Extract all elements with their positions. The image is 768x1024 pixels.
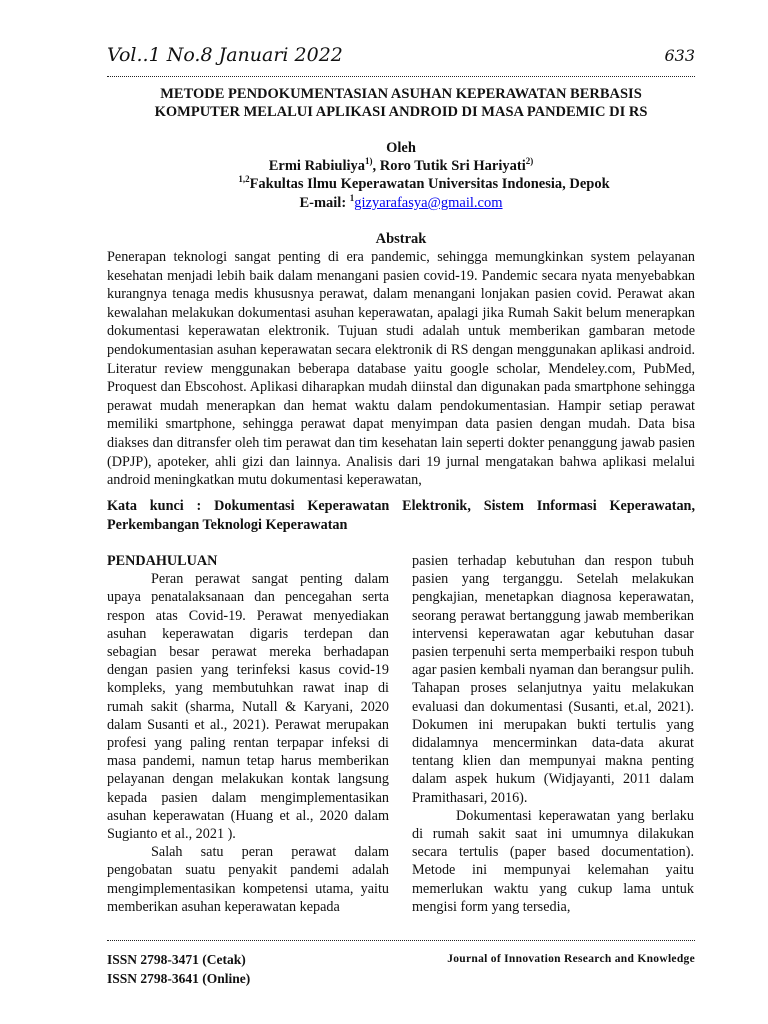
right-column xyxy=(412,552,694,916)
paragraph-left-2: Salah satu peran perawat dalam pengobatan suatu penyakit pandemi adalah mengimplementasikan kompetensi utama, yaitu memberikan asuhan keperawatan kepada xyxy=(107,844,389,915)
paragraph-left-1: Peran perawat sangat penting dalam upaya penatalaksanaan dan pencegahan serta respon atas Covid-19. Perawat menyediakan asuhan keperawatan digaris terdepan dan sebagian besar perawat mereka berhadapan dengan pasien yang terinfeksi kasus covid-19 kompleks, yang membutuhkan rawat inap di rumah sakit (sharma, Nutall & Karyani, 2020 dalam Susanti et al., 2021). Perawat merupakan profesi yang paling rentan terpapar infeksi di masa pandemi, namun tetap harus memberikan pelayanan dengan melakukan kontak langsung kepada pasien dalam mengimplementasikan asuhan keperawatan (Huang et al., 2020 dalam Sugianto et al., 2021 ). xyxy=(107,571,389,843)
author-1-sup: 1) xyxy=(365,156,373,167)
paragraph-right-1: pasien terhadap kebutuhan dan respon tubuh pasien yang terganggu. Setelah melakukan pengkajian, menetapkan diagnosa keperawatan, seorang perawat bertanggung jawab memberikan intervensi keperawatan agar kebutuhan dasar pasien terpenuhi serta memperbaiki respon tubuh agar pasien kembali nyaman dan berangsur pulih. Tahapan proses selanjutnya yaitu melakukan evaluasi dan dokumentasi (Susanti, et.al, 2021). Dokumen ini merupakan bukti tertulis yang didalamnya mencerminkan data-data akurat tentang klien dan mempunyai makna penting dalam aspek hukum (Widjayanti, 2011 dalam Pramithasari, 2016). xyxy=(412,553,694,806)
title-line-2: KOMPUTER MELALUI APLIKASI ANDROID DI MASA PANDEMIC DI RS xyxy=(154,104,648,120)
abstract-text: Penerapan teknologi sangat penting di era pandemic, sehingga memungkinkan system pelayanan kesehatan menjadi lebih baik dalam menangani pasien covid-19. Pandemic secara nyata menyebabkan kurangnya tenaga medis khususnya perawat, dalam menangani lonjakan pasien covid. Perawat akan kewalahan melakukan dokumentasi asuhan keperawatan, apalagi jika Rumah Sakit belum menerapkan dokumentasi keperawatan elektronik. Tujuan studi adalah untuk memberikan gambaran metode pendokumentasian asuhan keperawatan secara elektronik di RS dengan menggunakan aplikasi android. Literatur review menggunakan beberapa database yaitu google scholar, Mendeley.com, PubMed, Proquest dan Ebscohost. Aplikasi diharapkan mudah diinstal dan digunakan pada smartphone sehingga perawat mudah menerapkan dan hemat waktu dalam pendokumentasian. Hampir setiap perawat memiliki smartphone, sehingga perawat dapat menyimpan data pasien dengan mudah. Data bisa diakses dan ditransfer oleh tim perawat dan tim kesehatan lain seperti dokter penanggung jawab pasien (DPJP), apoteker, ahli gizi dan lainnya. Analisis dari 19 jurnal mengatakan bahwa aplikasi melalui android meningkatkan mutu dokumentasi keperawatan, xyxy=(107,249,695,489)
author-2-sup: 2) xyxy=(525,156,534,167)
footer xyxy=(107,950,695,988)
footer-divider xyxy=(107,940,695,941)
section-heading-pendahuluan: PENDAHULUAN xyxy=(107,553,218,569)
email-link[interactable]: gizyarafasya@gmail.com xyxy=(354,195,503,211)
issn-print: ISSN 2798-3471 (Cetak) xyxy=(107,952,246,967)
paragraph-right-2: Dokumentasi keperawatan yang berlaku di rumah sakit saat ini umumnya dilakukan secara tertulis (paper based documentation). Metode ini mempunyai kelemahan yaitu memerlukan waktu yang cukup lama untuk mengisi form yang tersedia, xyxy=(412,807,694,915)
journal-name: Journal of Innovation Research and Knowledge xyxy=(447,953,695,965)
page-number: 633 xyxy=(664,46,695,65)
left-column xyxy=(107,552,389,916)
affiliation-text: Fakultas Ilmu Keperawatan Universitas Indonesia, Depok xyxy=(249,176,610,192)
author-separator: , xyxy=(372,158,380,174)
email-sup: 1 xyxy=(349,193,355,204)
abstract-heading: Abstrak xyxy=(375,231,427,247)
paper-title xyxy=(107,85,695,121)
author-1: Ermi Rabiuliya xyxy=(268,158,366,174)
affiliation xyxy=(130,175,718,193)
header-divider xyxy=(107,76,695,77)
title-line-1: METODE PENDOKUMENTASIAN ASUHAN KEPERAWATAN BERBASIS xyxy=(160,86,642,102)
affiliation-sup: 1,2 xyxy=(238,174,250,185)
author-2: Roro Tutik Sri Hariyati xyxy=(379,158,526,174)
keywords: Kata kunci : Dokumentasi Keperawatan Elektronik, Sistem Informasi Keperawatan, Perkembangan Teknologi Keperawatan xyxy=(107,498,695,533)
byline-oleh: Oleh xyxy=(386,140,416,156)
journal-volume-header: Vol..1 No.8 Januari 2022 xyxy=(107,44,343,66)
authors xyxy=(107,157,695,175)
email-line xyxy=(107,194,695,212)
email-label: E-mail: xyxy=(299,195,350,211)
issn-online: ISSN 2798-3641 (Online) xyxy=(107,971,251,986)
